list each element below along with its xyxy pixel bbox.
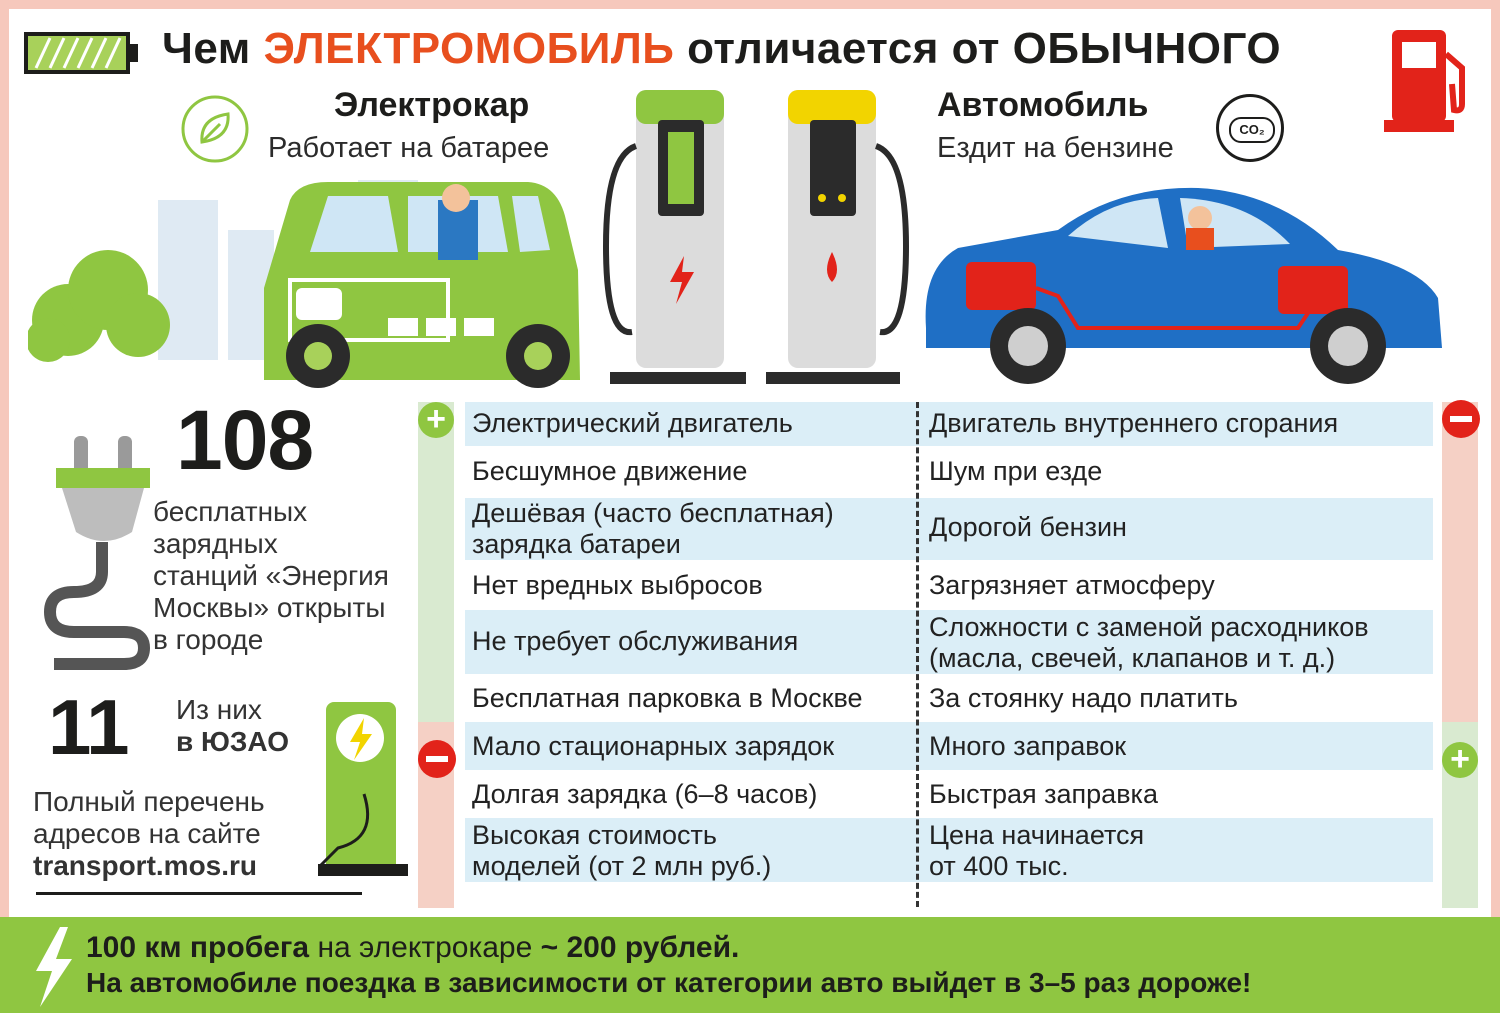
electric-car-illustration [28,170,588,395]
co2-label: CO₂ [1229,117,1275,143]
pro-electric-cell: Дешёвая (часто бесплатная) зарядка батареи [472,498,834,559]
footer-line1 [86,931,739,965]
gasoline-header: Автомобиль [937,86,1149,124]
plus-icon: + [418,402,454,438]
pro-gasoline-cell: Много заправок [929,731,1127,761]
pro-gasoline-cell: Цена начинается от 400 тыс. [929,820,1145,881]
plus-icon: + [1442,742,1478,778]
footer-line1-bold2: ~ 200 рублей. [540,931,740,964]
con-gasoline-cell: Загрязняет атмосферу [929,570,1215,600]
charging-station-icon [318,698,408,880]
column-divider [916,402,919,907]
con-gasoline-cell: За стоянку надо платить [929,683,1238,713]
footer-banner [0,917,1500,1013]
con-electric-cell: Мало стационарных зарядок [472,731,835,761]
free-stations-line: в городе [153,624,264,655]
title-part2: отличается от ОБЫЧНОГО [674,24,1282,73]
cons-bar-right [1442,402,1478,722]
footer-line1-normal: на электрокаре [309,931,541,964]
free-stations-text [153,496,389,656]
leaf-icon [180,94,250,164]
district-count: 11 [48,683,129,771]
free-stations-line: бесплатных [153,496,308,527]
title-accent: ЭЛЕКТРОМОБИЛЬ [263,24,675,73]
pros-bar-left [418,402,454,722]
minus-icon [1442,400,1480,438]
con-gasoline-cell: Шум при езде [929,456,1103,486]
free-stations-count: 108 [176,393,314,487]
lightning-icon [30,925,76,1009]
district-line: Из них [176,694,262,725]
free-stations-line: зарядных [153,528,278,559]
con-electric-cell: Высокая стоимость моделей (от 2 млн руб.) [472,820,772,881]
con-gasoline-cell: Сложности с заменой расходников (масла, свечей, клапанов и т. д.) [929,612,1369,673]
footer-line1-bold: 100 км пробега [86,931,310,964]
gasoline-subheader: Ездит на бензине [937,132,1174,164]
site-line: адресов на сайте [33,818,261,849]
title-part1: Чем [162,24,264,73]
minus-icon [418,740,456,778]
fuel-pump-icon [1382,24,1474,136]
page-title [162,24,1281,74]
free-stations-line: Москвы» открыты [153,592,386,623]
pro-gasoline-cell: Быстрая заправка [929,779,1158,809]
co2-cloud-icon [1216,94,1284,162]
electric-header: Электрокар [334,86,530,124]
electric-subheader: Работает на батарее [268,132,550,164]
battery-icon [24,32,140,74]
pro-electric-cell: Бесплатная парковка в Москве [472,683,863,713]
site-text [33,786,265,882]
site-url[interactable]: transport.mos.ru [33,850,258,881]
charging-and-fuel-pumps [596,86,918,386]
footer-line2: На автомобиле поездка в зависимости от категории авто выйдет в 3–5 раз дороже! [86,967,1252,998]
con-electric-cell: Долгая зарядка (6–8 часов) [472,779,818,809]
pro-electric-cell: Бесшумное движение [472,456,748,486]
con-gasoline-cell: Дорогой бензин [929,512,1127,542]
pro-electric-cell: Электрический двигатель [472,408,793,438]
pro-electric-cell: Нет вредных выбросов [472,570,763,600]
district-line-bold: в ЮЗАО [176,726,290,757]
pro-electric-cell: Не требует обслуживания [472,626,799,656]
site-underline [36,892,362,895]
site-line: Полный перечень [33,786,265,817]
gasoline-car-illustration [918,178,1452,388]
free-stations-line: станций «Энергия [153,560,389,591]
district-text [176,694,289,758]
con-gasoline-cell: Двигатель внутреннего сгорания [929,408,1339,438]
plug-icon [44,432,164,672]
